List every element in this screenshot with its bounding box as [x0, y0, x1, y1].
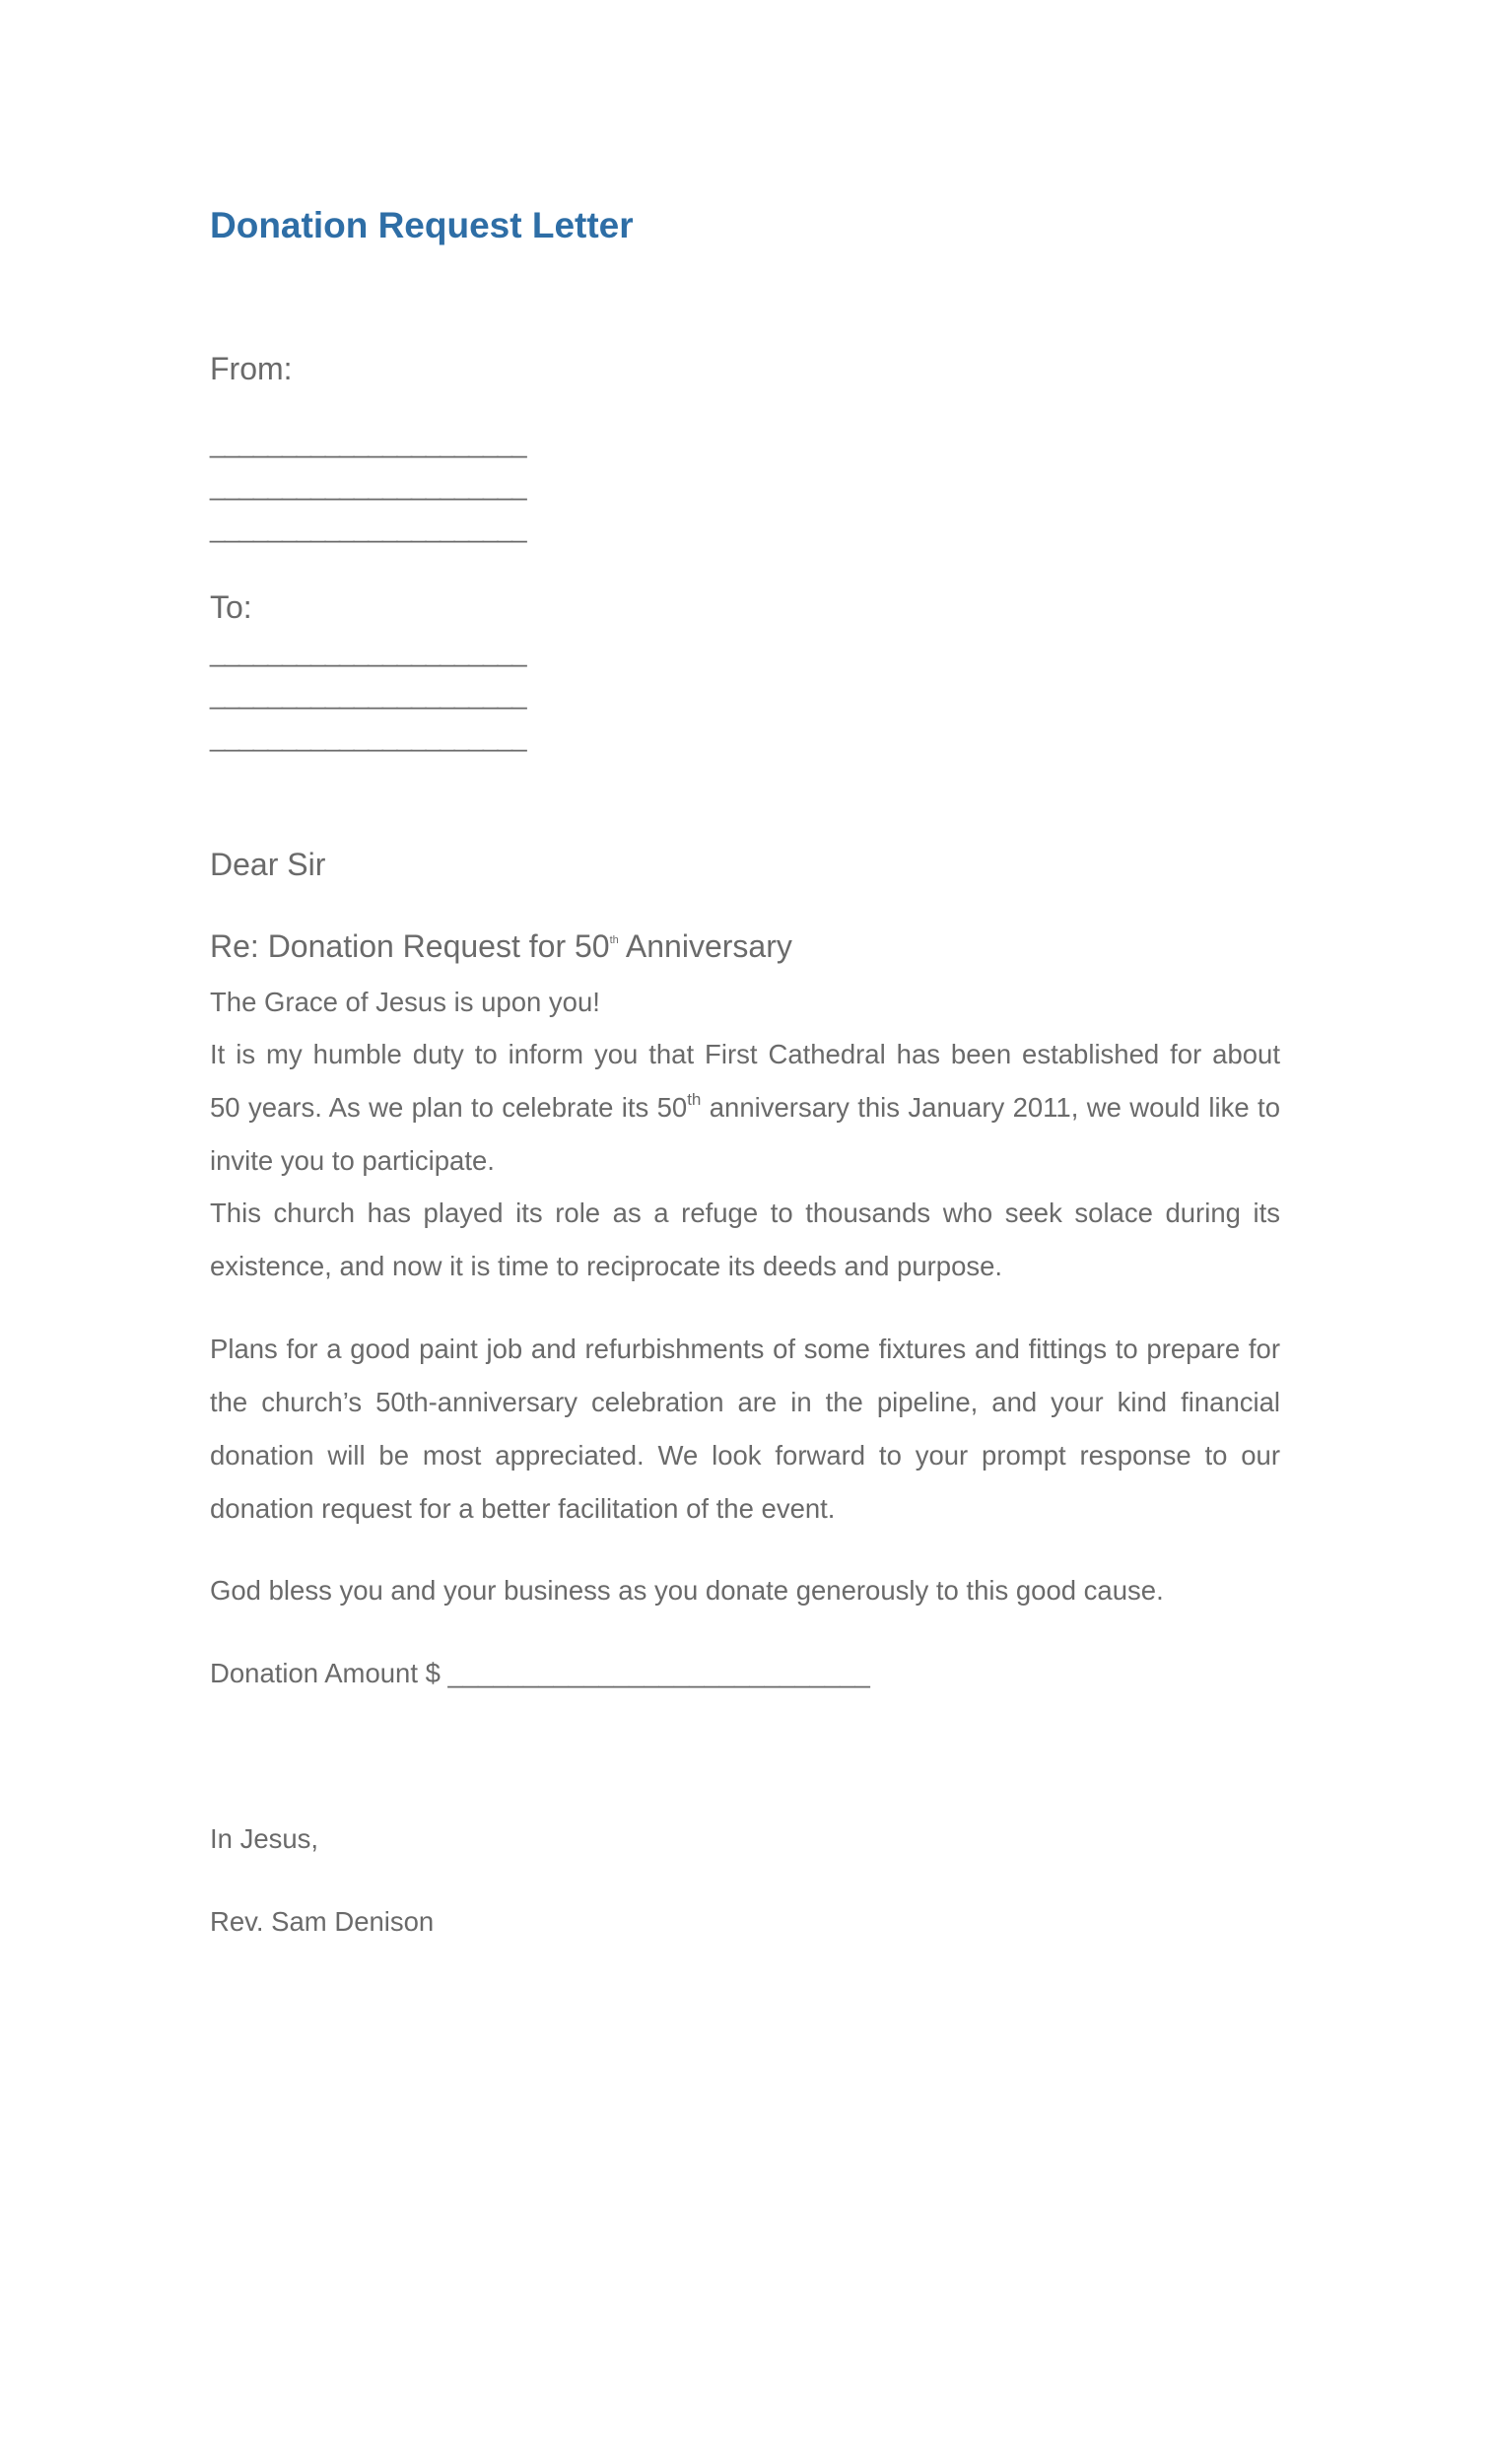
para1-line2-superscript: th: [687, 1090, 702, 1109]
from-blank-line-1: ______________________: [210, 428, 526, 458]
para3-line1: Plans for a good paint job and refurbishments of some fixtures and fittings to prepare for: [210, 1334, 1280, 1364]
signature-name: Rev. Sam Denison: [210, 1906, 435, 1937]
para1-line1: It is my humble duty to inform you that First Cathedral has been established for about: [210, 1039, 1280, 1069]
to-label: To:: [210, 589, 252, 625]
subject-superscript: th: [609, 934, 619, 946]
donation-amount-line: Donation Amount $ ____________________________: [210, 1658, 870, 1688]
from-blank-line-3: ______________________: [210, 513, 526, 543]
para1-line2-suffix: anniversary this January 2011, we would like to: [701, 1092, 1280, 1123]
to-blank-line-2: ______________________: [210, 679, 526, 710]
subject-line: [210, 923, 792, 970]
to-blank-line-1: ______________________: [210, 637, 526, 667]
para3-line4: donation request for a better facilitation of the event.: [210, 1493, 836, 1524]
from-label: From:: [210, 351, 293, 386]
from-blank-line-2: ______________________: [210, 470, 526, 501]
para3-line2: the church’s 50th-anniversary celebration are in the pipeline, and your kind financial: [210, 1387, 1280, 1417]
greeting: Dear Sir: [210, 847, 326, 882]
subject-prefix: Re: Donation Request for 50: [210, 928, 610, 964]
subject-suffix: Anniversary: [618, 928, 792, 964]
letter-title: Donation Request Letter: [210, 205, 634, 245]
para1-line2: [210, 1088, 1280, 1128]
para2-line2: existence, and now it is time to reciprocate its deeds and purpose.: [210, 1251, 1003, 1281]
para3-line3: donation will be most appreciated. We look forward to your prompt response to our: [210, 1440, 1280, 1471]
to-blank-line-3: ______________________: [210, 721, 526, 752]
opening-line: The Grace of Jesus is upon you!: [210, 987, 600, 1017]
para1-line2-prefix: 50 years. As we plan to celebrate its 50: [210, 1092, 688, 1123]
para2-line1: This church has played its role as a refuge to thousands who seek solace during its: [210, 1198, 1280, 1228]
blessing-line: God bless you and your business as you donate generously to this good cause.: [210, 1575, 1164, 1606]
closing-line: In Jesus,: [210, 1823, 319, 1854]
para1-line3: invite you to participate.: [210, 1145, 495, 1176]
